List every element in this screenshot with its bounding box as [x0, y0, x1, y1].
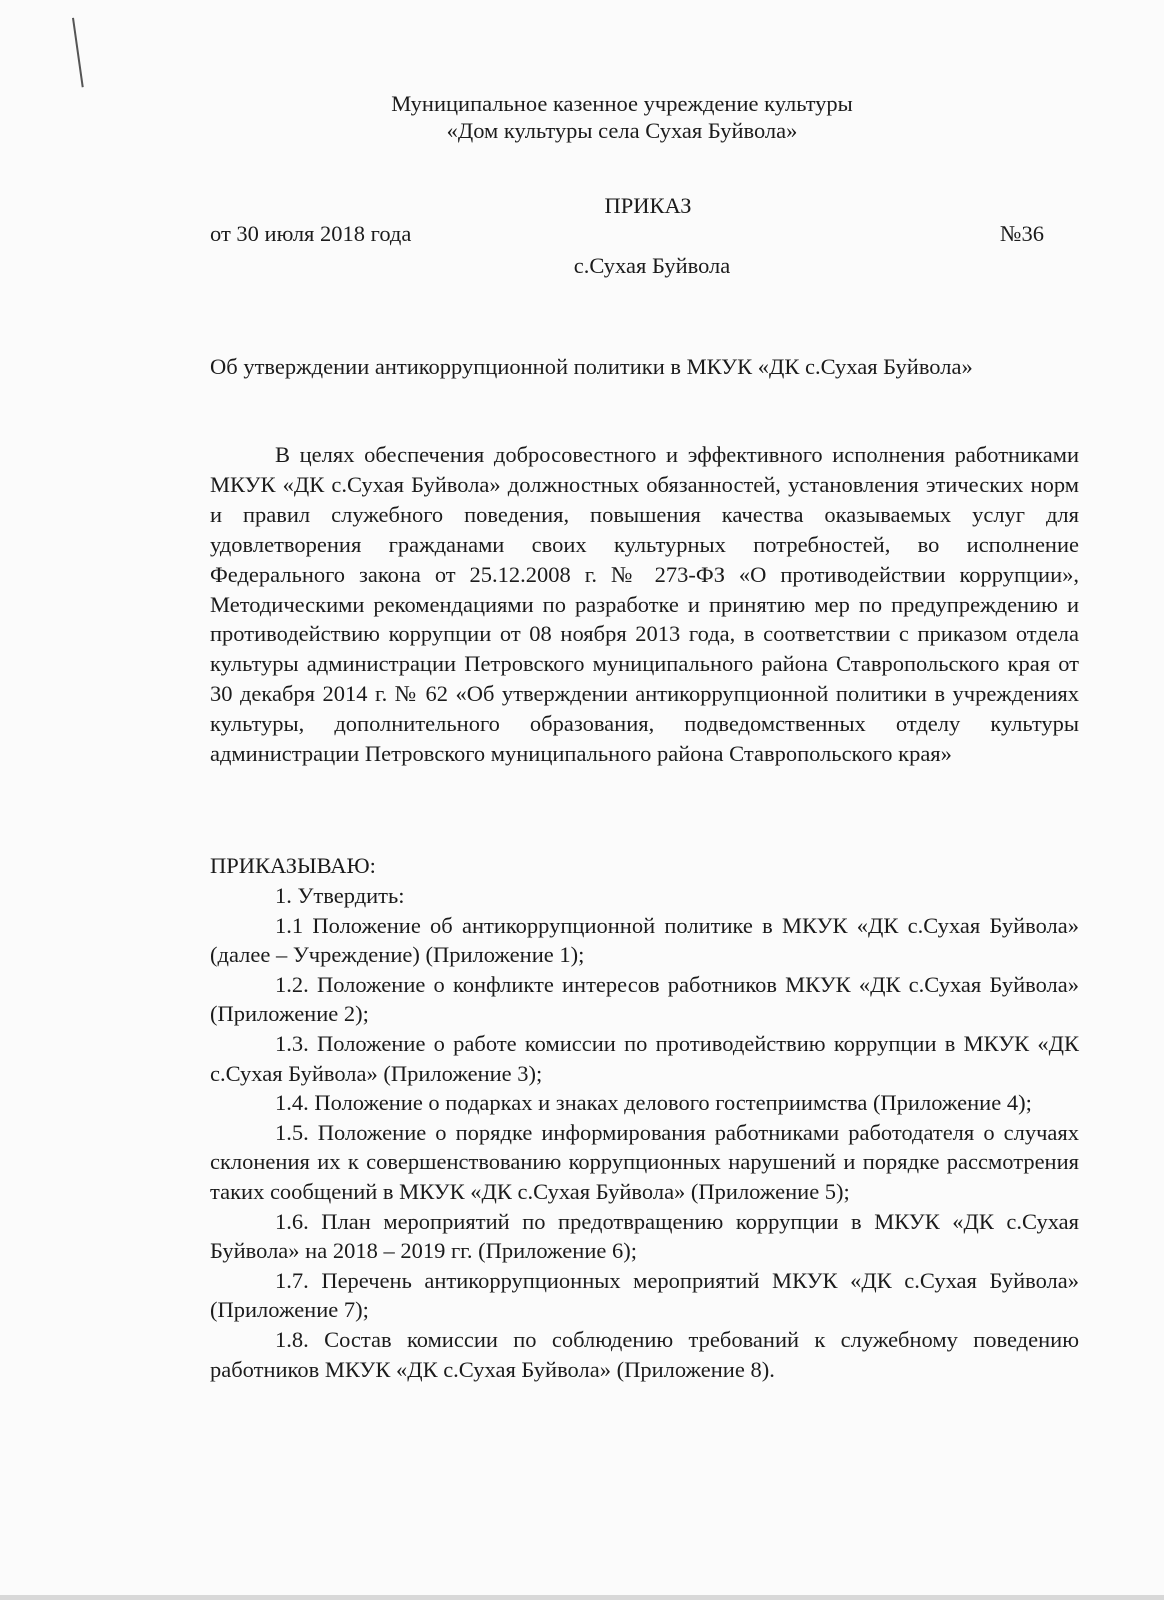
order-items-list [210, 881, 1079, 1384]
order-item: 1.8. Состав комиссии по соблюдению требований к служебному поведению работников МКУК «ДК с.Сухая Буйвола» (Приложение 8). [210, 1326, 1079, 1382]
order-item: 1.5. Положение о порядке информирования работниками работодателя о случаях склонения их к совершенствованию коррупционных нарушений и порядке рассмотрения таких сообщений в МКУК «ДК с.Сухая Буйвола» (Приложение 5); [210, 1119, 1079, 1204]
document-number: №36 [1000, 221, 1044, 246]
document-date: от 30 июля 2018 года [210, 221, 412, 246]
organization-name-line1: Муниципальное казенное учреждение культуры [391, 91, 853, 116]
scan-bottom-edge [0, 1595, 1164, 1600]
order-item: 1.6. План мероприятий по предотвращению коррупции в МКУК «ДК с.Сухая Буйвола» на 2018 – 2019 гг. (Приложение 6); [210, 1208, 1079, 1264]
order-item: 1.2. Положение о конфликте интересов работников МКУК «ДК с.Сухая Буйвола» (Приложение 2); [210, 971, 1079, 1027]
organization-name-line2: «Дом культуры села Сухая Буйвола» [446, 118, 798, 143]
scan-pen-mark [72, 18, 84, 88]
order-item: 1. Утвердить: [275, 883, 405, 908]
order-item: 1.1 Положение об антикоррупционной политике в МКУК «ДК с.Сухая Буйвола» (далее – Учреждение) (Приложение 1); [210, 912, 1079, 968]
document-type-title: ПРИКАЗ [604, 193, 692, 218]
order-item: 1.4. Положение о подарках и знаках делового гостеприимства (Приложение 4); [275, 1090, 1032, 1116]
preamble-paragraph: В целях обеспечения добросовестного и эффективного исполнения работниками МКУК «ДК с.Сухая Буйвола» должностных обязанностей, установления этических норм и правил служебного поведения, повышения качества оказываемых услуг для удовлетворения гражданами своих культурных потребностей, во исполнение Федерального закона от 25.12.2008 г. № 273-ФЗ «О противодействии коррупции», Методическими рекомендациями по разработке и принятию мер по предупреждению и противодействию коррупции от 08 ноября 2013 года, в соответствии с приказом отдела культуры администрации Петровского муниципального района Ставропольского края от 30 декабря 2014 г. № 62 «Об утверждении антикоррупционной политики в учреждениях культуры, дополнительного образования, подведомственных отделу культуры администрации Петровского муниципального района Ставропольского края» [210, 442, 1079, 767]
document-place: с.Сухая Буйвола [573, 253, 731, 278]
preamble-section [210, 440, 1079, 769]
order-subject: Об утверждении антикоррупционной политики в МКУК «ДК с.Сухая Буйвола» [210, 354, 973, 379]
order-item: 1.7. Перечень антикоррупционных мероприятий МКУК «ДК с.Сухая Буйвола» (Приложение 7); [210, 1267, 1079, 1323]
directive-label: ПРИКАЗЫВАЮ: [210, 853, 376, 878]
order-item: 1.3. Положение о работе комиссии по противодействию коррупции в МКУК «ДК с.Сухая Буйвола» (Приложение 3); [210, 1030, 1079, 1086]
